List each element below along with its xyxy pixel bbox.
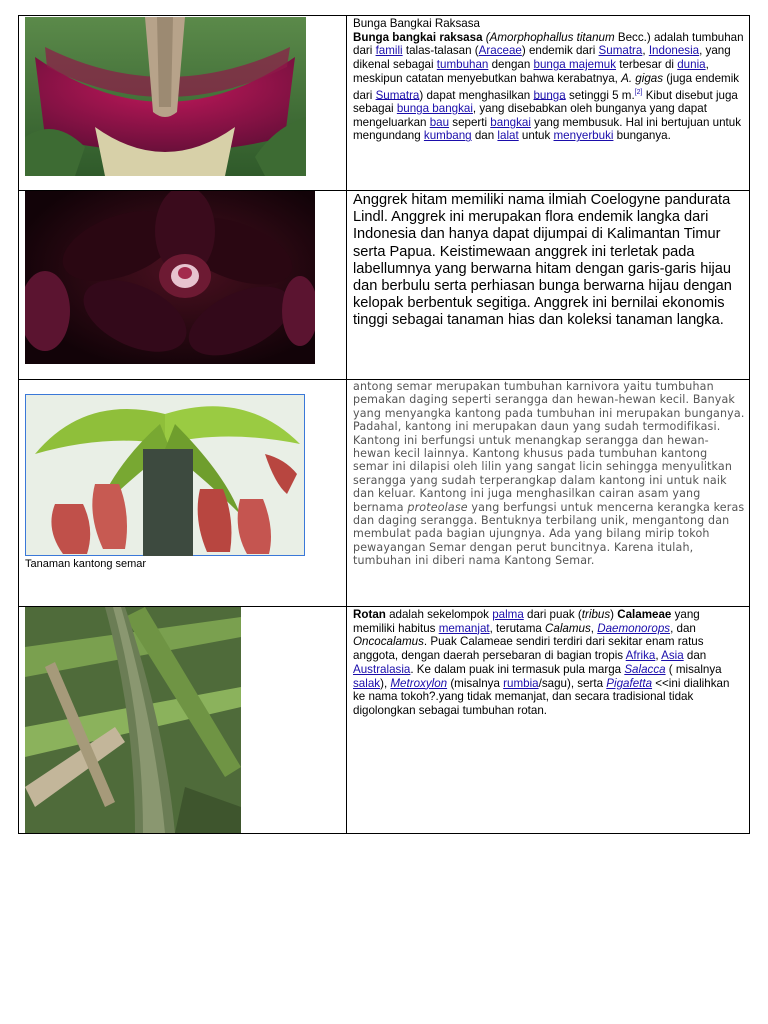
link-bunga-bangkai[interactable]: bunga bangkai — [396, 102, 473, 116]
text-cell — [347, 607, 750, 834]
link-lalat[interactable]: lalat — [497, 129, 519, 143]
rattan-palm-photo — [25, 607, 346, 833]
rattan-text: Rotan adalah sekelompok palma dari puak (tribus) Calameae yang memiliki habitus memanjat, terutama Calamus, Daemonorops, dan Oncocalamus. Puak Calameae sendiri terdiri dari sekitar enam ratus anggota, dengan daerah persebaran di bagian tropis Afrika, Asia dan Australasia. Ke dalam puak ini termasuk pula marga Salacca ( misalnya salak), Metroxylon (misalnya rumbia/sagu), serta Pigafetta <<ini dialihkan ke nama tokoh?.yang tidak memanjat, dan secara tradisional tidak digolongkan sebagai tumbuhan rotan. — [353, 608, 730, 717]
table-row — [19, 16, 750, 191]
link-bau[interactable]: bau — [429, 115, 450, 129]
table-row — [19, 380, 750, 607]
link-dunia[interactable]: dunia — [677, 58, 706, 72]
table-row — [19, 607, 750, 834]
link-sumatra-2[interactable]: Sumatra — [375, 88, 420, 102]
link-daemonorops[interactable]: Daemonorops — [597, 621, 671, 635]
image-cell — [19, 380, 347, 607]
link-pigafetta[interactable]: Pigafetta — [606, 676, 653, 690]
link-menyerbuki[interactable]: menyerbuki — [553, 129, 614, 143]
pitcher-plant-text: antong semar merupakan tumbuhan karnivora yaitu tumbuhan pemakan daging seperti serangga dan hewan-hewan kecil. Banyak yang menyangka kantong pada tumbuhan ini merupakan bunganya. Padahal, kantong ini merupakan daun yang sudah termodifikasi. Kantong ini berfungsi untuk menangkap serangga dan hewan-hewan kecil lainnya. Kantong khusus pada tumbuhan kantong semar ini dilapisi oleh lilin yang sangat licin sehingga menyulitkan serangga yang sudah terperangkap dalam kantong ini untuk naik dan keluar. Kantong ini juga menghasilkan cairan asam yang bernama proteolase yang berfungsi untuk mencerna kerangka keras dan daging serangga. Bentuknya terbilang unik, mengantong dan membulat pada bagian ujungnya. Ada yang bilang mirip tokoh pewayangan Semar dengan perut buncitnya. Karena itulah, tumbuhan ini diberi nama Kantong Semar. — [353, 380, 745, 568]
link-araceae[interactable]: Araceae — [478, 44, 522, 58]
text-cell — [347, 16, 750, 191]
link-kumbang[interactable]: kumbang — [423, 129, 472, 143]
pitcher-plant-caption: Tanaman kantong semar — [25, 558, 147, 570]
bold-term: Bunga bangkai raksasa — [353, 30, 483, 44]
link-salacca[interactable]: Salacca — [624, 662, 666, 676]
link-bunga[interactable]: bunga — [533, 88, 566, 102]
link-bunga-majemuk[interactable]: bunga majemuk — [533, 58, 617, 72]
image-cell — [19, 191, 347, 380]
link-salak[interactable]: salak — [353, 676, 381, 690]
link-metroxylon[interactable]: Metroxylon — [390, 676, 448, 690]
link-tumbuhan[interactable]: tumbuhan — [436, 58, 489, 72]
black-orchid-text: Anggrek hitam memiliki nama ilmiah Coelogyne pandurata Lindl. Anggrek ini merupakan flora endemik langka dari Indonesia dan hanya dapat dijumpai di Kalimantan Timur serta Papua. Keistimewaan anggrek ini terletak pada labellumnya yang berwarna hitam dengan garis-garis hijau dan berbulu serta perhiasan bunga berwarna hijau dengan kelopak berbentuk segitiga. Anggrek ini bernilai ekonomis tinggi sebagai tanaman hias dan koleksi tanaman langka. — [353, 192, 732, 329]
pitcher-plant-photo — [25, 394, 346, 556]
link-famili[interactable]: famili — [375, 44, 403, 58]
text-cell — [347, 380, 750, 607]
link-memanjat[interactable]: memanjat — [438, 621, 490, 635]
link-asia[interactable]: Asia — [661, 649, 684, 663]
link-sumatra[interactable]: Sumatra — [598, 44, 643, 58]
text-cell — [347, 191, 750, 380]
corpse-flower-text: Bunga Bangkai Raksasa Bunga bangkai raksasa (Amorphophallus titanum Becc.) adalah tumbuhan dari famili talas-talasan (Araceae) endemik dari Sumatra, Indonesia, yang dikenal sebagai tumbuhan dengan bunga majemuk terbesar di dunia, meskipun catatan menyebutkan bahwa kerabatnya, A. gigas (juga endemik dari Sumatra) dapat menghasilkan bunga setinggi 5 m.[2] Kibut disebut juga sebagai bunga bangkai, yang disebabkan oleh bunganya yang dapat mengeluarkan bau seperti bangkai yang membusuk. Hal ini bertujuan untuk mengundang kumbang dan lalat untuk menyerbuki bunganya. — [353, 17, 744, 143]
table-row — [19, 191, 750, 380]
link-bangkai[interactable]: bangkai — [490, 115, 531, 129]
link-palma[interactable]: palma — [492, 608, 524, 621]
link-afrika[interactable]: Afrika — [625, 649, 656, 663]
image-cell — [19, 16, 347, 191]
link-rumbia[interactable]: rumbia — [503, 676, 539, 690]
link-australasia[interactable]: Australasia — [353, 662, 411, 676]
corpse-flower-heading: Bunga Bangkai Raksasa — [353, 17, 480, 30]
link-indonesia[interactable]: Indonesia — [648, 44, 700, 58]
scientific-name: (Amorphophallus titanum — [485, 30, 615, 44]
image-cell — [19, 607, 347, 834]
reference-link[interactable]: [2] — [634, 88, 643, 96]
black-orchid-photo — [25, 191, 346, 364]
document-table — [18, 15, 750, 834]
corpse-flower-photo — [25, 17, 346, 176]
